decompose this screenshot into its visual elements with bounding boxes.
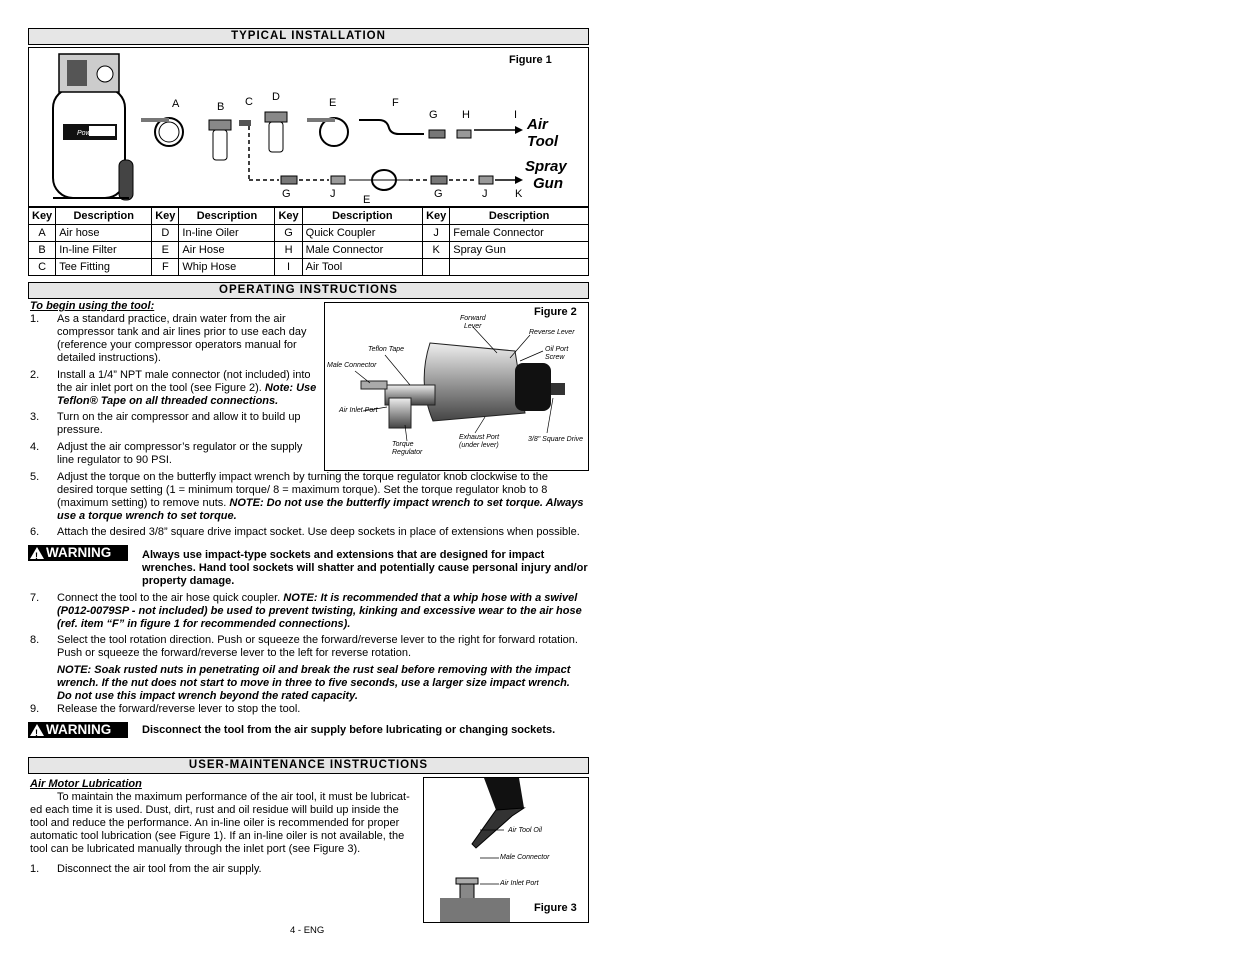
step-number: 1. [30,863,40,875]
table-cell [450,259,589,276]
step-8-note: NOTE: Soak rusted nuts in penetrating oil and break the rust seal before removing with the impact wrench. If the nut does not start to move in three to five seconds, use a larger size impact wrench. Do not use this impact wrench beyond the rated capacity. [57,664,571,702]
diagram-key-d: D [272,91,280,103]
figure-3 [423,777,589,923]
description-header: Description [302,208,422,225]
table-cell: F [152,259,179,276]
step-2-text: Install a 1/4” NPT male connector (not included) into the air inlet port on the tool (see Figure 2). Note: Use Teflon® Tape on all threaded connections. [57,369,317,407]
step-6-text: Attach the desired 3/8” square drive impact socket. Use deep sockets in place of extensions when possible. [57,526,580,538]
maintenance-step-1-text: Disconnect the air tool from the air supply. [57,863,262,875]
table-cell: I [275,259,302,276]
air-inlet-port-callout: Air Inlet Port [339,407,378,414]
warning-badge: ! WARNING [28,722,128,738]
oil-port-screw-callout: Oil Port Screw [545,346,569,361]
operating-subhead: To begin using the tool: [30,300,155,312]
diagram-key-f: F [392,97,399,109]
key-header: Key [152,208,179,225]
reverse-lever-callout: Reverse Lever [529,329,575,336]
figure-1 [28,47,589,207]
diagram-key-k: K [515,188,523,200]
air-tool-label: Air Tool [527,116,559,150]
maintenance-paragraph: To maintain the maximum performance of the air tool, it must be lubricat- ed each time it is used. Dust, dirt, rust and oil residue will build up inside the tool and reduce the performance. An in-line oiler is recommended for proper automatic tool lubrication (see Figure 1). If an in-line oiler is not available, the tool can be lubricated manually through the inlet port (see Figure 3). [30,791,410,855]
warning-badge: ! WARNING [28,545,128,561]
warning-1-text: Always use impact-type sockets and extensions that are designed for impact wrenches. Hand tool sockets will shatter and potentially cause personal injury and/or property damage. [142,549,588,587]
compressor-brand: Powermate [77,130,113,137]
air-compressor-illustration [53,54,133,200]
page-number: 4 - ENG [290,925,325,936]
torque-regulator-callout: Torque Regulator [392,441,423,456]
table-cell: In-line Filter [56,242,152,259]
section-heading-maintenance: USER-MAINTENANCE INSTRUCTIONS [28,757,589,774]
table-cell: G [275,225,302,242]
warning-triangle-icon: ! [30,724,44,736]
air-inlet-port-callout: Air Inlet Port [500,880,539,887]
warning-2-text: Disconnect the tool from the air supply before lubricating or changing sockets. [142,724,556,736]
table-row [29,242,589,259]
diagram-key-b: B [217,101,225,113]
section-heading-operating: OPERATING INSTRUCTIONS [28,282,589,299]
table-cell: Whip Hose [179,259,275,276]
step-7-text: Connect the tool to the air hose quick coupler. NOTE: It is recommended that a whip hose with a swivel (P012-0079SP - not included) be used to prevent twisting, kinking and excessive wear to the air hose (ref. item “F” in figure 1 for recommended connections). [57,592,582,630]
description-header: Description [450,208,589,225]
table-cell: H [275,242,302,259]
table-cell: Air Tool [302,259,422,276]
diagram-key-g-bottom: G [282,188,291,200]
table-row [29,225,589,242]
table-cell: Air Hose [179,242,275,259]
table-cell: In-line Oiler [179,225,275,242]
table-cell: A [29,225,56,242]
step-1-text: As a standard practice, drain water from the air compressor tank and air lines prior to use each day (reference your compressor operators manual for detailed instructions). [57,313,307,364]
spray-gun-label: Spray Gun [525,158,567,192]
table-cell: E [152,242,179,259]
figure-2 [324,302,589,471]
key-table-header-row [29,208,589,225]
oil-bottle-illustration [424,778,588,922]
step-number: 4. [30,441,40,453]
table-cell: Air hose [56,225,152,242]
male-connector-callout: Male Connector [327,362,377,369]
diagram-key-i: I [514,109,518,121]
step-number: 6. [30,526,40,538]
exhaust-port-callout: Exhaust Port (under lever) [459,434,500,449]
step-number: 9. [30,703,40,715]
teflon-tape-callout: Teflon Tape [368,346,405,353]
table-cell: Tee Fitting [56,259,152,276]
diagram-key-g-bottom-2: G [434,188,443,200]
key-header: Key [423,208,450,225]
diagram-key-e-bottom: E [363,194,371,206]
description-header: Description [56,208,152,225]
step-number: 1. [30,313,40,325]
step-number: 5. [30,471,40,483]
installation-diagram [29,48,588,206]
key-table [28,207,589,276]
step-number: 8. [30,634,40,646]
table-cell: C [29,259,56,276]
step-9-text: Release the forward/reverse lever to stop the tool. [57,703,301,715]
table-cell: Female Connector [450,225,589,242]
diagram-key-e: E [329,97,337,109]
step-number: 3. [30,411,40,423]
figure-1-label: Figure 1 [509,54,552,66]
step-number: 7. [30,592,40,604]
step-3-text: Turn on the air compressor and allow it to build up pressure. [57,411,301,436]
warning-triangle-icon: ! [30,547,44,559]
table-cell: Spray Gun [450,242,589,259]
table-cell [423,259,450,276]
description-header: Description [179,208,275,225]
male-connector-callout: Male Connector [500,854,550,861]
figure-2-label: Figure 2 [534,306,577,318]
forward-lever-callout: Forward Lever [460,315,486,330]
table-row [29,259,589,276]
step-5-text: Adjust the torque on the butterfly impact wrench by turning the torque regulator knob clockwise to the desired torque setting (1 = minimum torque/ 8 = maximum torque). Set the torque regulator knob to 8 (maximum setting) to remove nuts. NOTE: Do not use the butterfly impact wrench to set torque. Always use a torque wrench to set torque. [57,471,584,522]
table-cell: J [423,225,450,242]
key-header: Key [275,208,302,225]
square-drive-callout: 3/8" Square Drive [528,436,584,443]
maintenance-subhead: Air Motor Lubrication [30,778,142,790]
table-cell: Male Connector [302,242,422,259]
diagram-key-g: G [429,109,438,121]
diagram-key-c: C [245,96,253,108]
diagram-key-h: H [462,109,470,121]
diagram-key-j-bottom: J [330,188,336,200]
table-cell: D [152,225,179,242]
table-cell: K [423,242,450,259]
step-number: 2. [30,369,40,381]
key-header: Key [29,208,56,225]
table-cell: B [29,242,56,259]
step-4-text: Adjust the air compressor’s regulator or the supply line regulator to 90 PSI. [57,441,303,466]
air-tool-oil-callout: Air Tool Oil [508,827,542,834]
table-cell: Quick Coupler [302,225,422,242]
step-8-text: Select the tool rotation direction. Push or squeeze the forward/reverse lever to the right for forward rotation. Push or squeeze the forward/reverse lever to the left for reverse rotation. [57,634,578,659]
diagram-key-j-bottom-2: J [482,188,488,200]
figure-3-label: Figure 3 [534,902,577,914]
section-heading-installation: TYPICAL INSTALLATION [28,28,589,45]
diagram-key-a: A [172,98,180,110]
